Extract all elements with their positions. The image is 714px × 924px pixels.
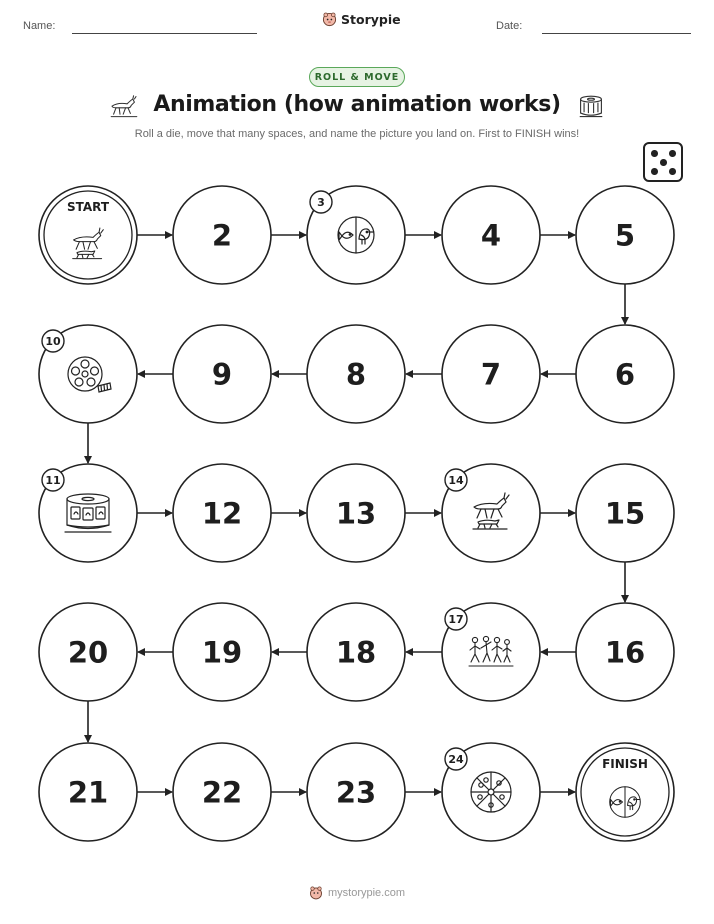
instructions: Roll a die, move that many spaces, and name the picture you land on. First to FINISH wins!	[134, 128, 580, 140]
board-space	[576, 186, 674, 284]
space-number: 18	[335, 635, 377, 670]
board-space	[307, 464, 405, 562]
page-title: Animation (how animation works)	[153, 92, 561, 117]
board-space	[576, 325, 674, 423]
board-space	[39, 603, 137, 701]
space-number: 23	[335, 775, 377, 810]
space-number-badge: 14	[448, 474, 464, 487]
board-space	[173, 325, 271, 423]
board-space	[173, 186, 271, 284]
footer	[0, 886, 714, 900]
name-label: Name:	[23, 20, 56, 32]
board-space	[576, 603, 674, 701]
footer-url: mystorypie.com	[327, 887, 406, 899]
board-space	[307, 603, 405, 701]
space-number: 21	[67, 775, 109, 810]
space-number-badge: 17	[448, 613, 464, 626]
board-space	[307, 186, 405, 284]
date-label: Date:	[496, 20, 523, 32]
board-space	[173, 603, 271, 701]
space-number: 4	[480, 218, 502, 253]
space-number-badge: 10	[45, 335, 61, 348]
board-space	[39, 743, 137, 841]
board-space	[442, 603, 540, 701]
board-space	[307, 743, 405, 841]
space-number: 6	[614, 357, 636, 392]
space-number: 2	[211, 218, 233, 253]
finish-space	[576, 743, 674, 841]
space-number: 7	[480, 357, 502, 392]
board-space	[442, 464, 540, 562]
finish-label: FINISH	[602, 757, 648, 771]
start-space	[39, 186, 137, 284]
brand-name: Storypie	[341, 12, 401, 27]
space-number-badge: 11	[45, 474, 61, 487]
space-number: 9	[211, 357, 233, 392]
roll-move-badge: ROLL & MOVE	[309, 67, 405, 87]
space-number: 5	[614, 218, 636, 253]
board-space	[173, 743, 271, 841]
space-number: 16	[604, 635, 646, 670]
space-number: 19	[201, 635, 243, 670]
space-number: 8	[345, 357, 367, 392]
space-number: 13	[335, 496, 377, 531]
board-space	[442, 325, 540, 423]
board-space	[39, 325, 137, 423]
board-space	[442, 743, 540, 841]
storypie-mascot-footer-icon	[309, 886, 323, 900]
space-number: 20	[67, 635, 109, 670]
start-label: START	[66, 200, 110, 214]
space-number: 22	[201, 775, 243, 810]
space-number-badge: 24	[448, 753, 464, 766]
board-space	[173, 464, 271, 562]
space-number-badge: 3	[317, 196, 325, 209]
board-space	[576, 464, 674, 562]
space-number: 12	[201, 496, 243, 531]
space-number: 15	[604, 496, 646, 531]
board-space	[442, 186, 540, 284]
board-space	[307, 325, 405, 423]
board-space	[39, 464, 137, 562]
